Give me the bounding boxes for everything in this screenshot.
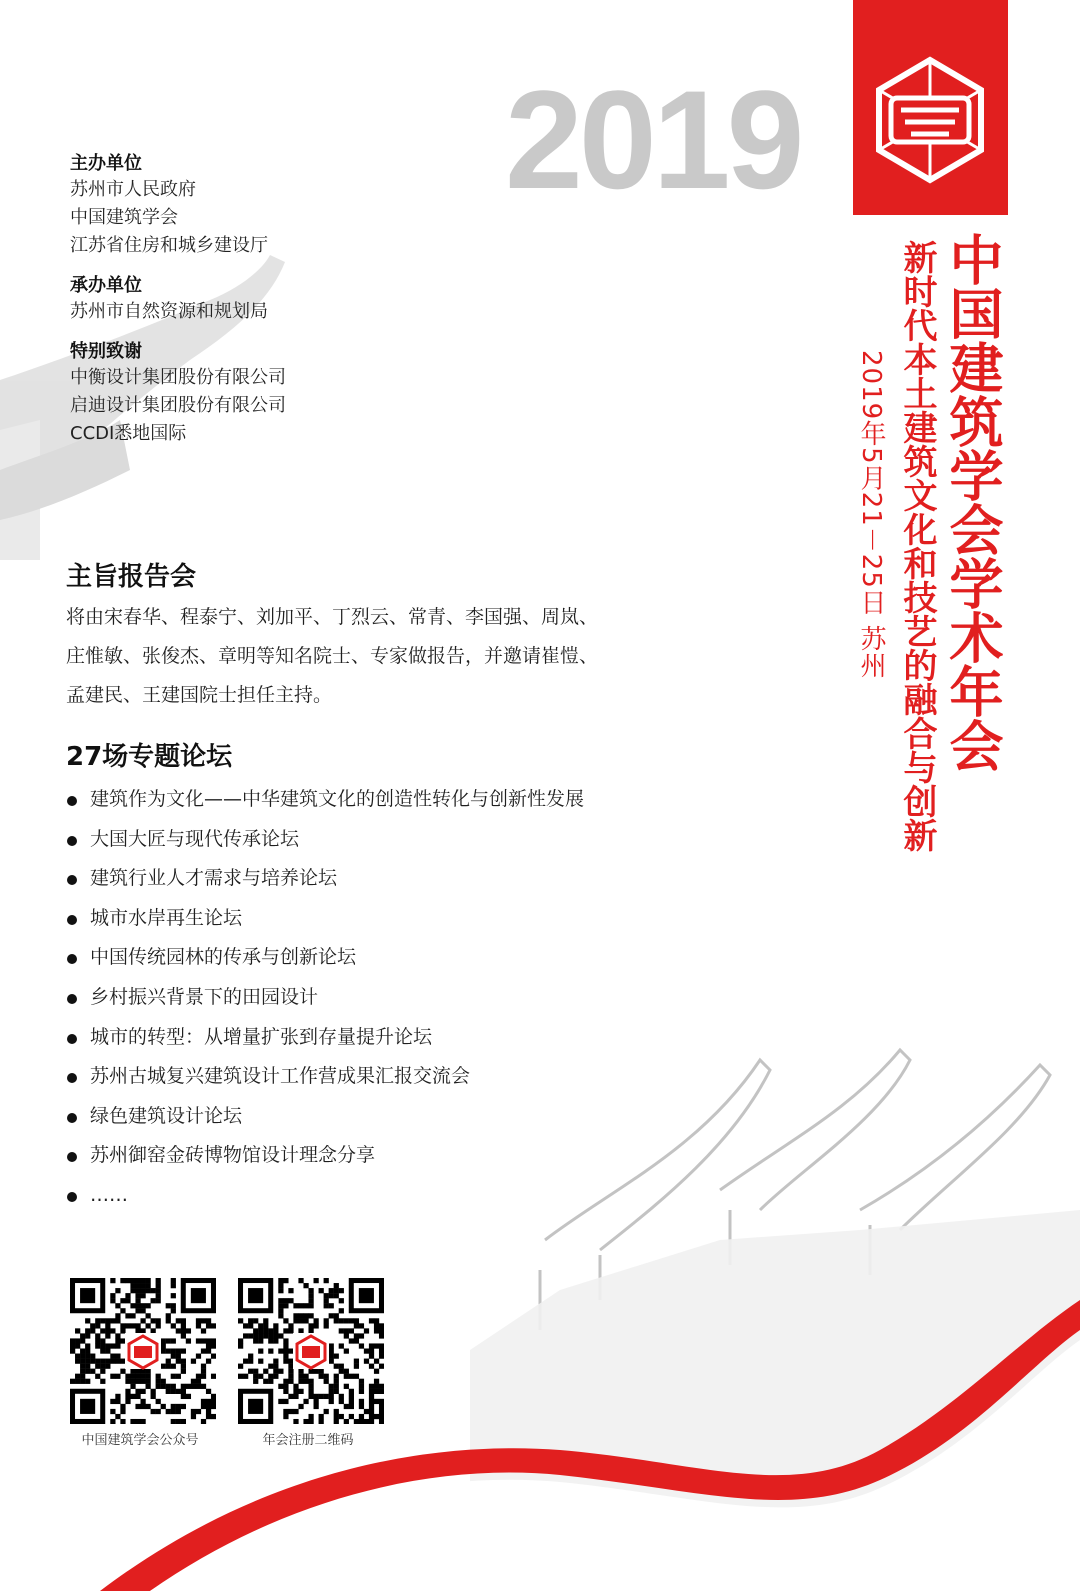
forums-heading: 27场专题论坛 (66, 742, 233, 772)
forum-item: 大国大匠与现代传承论坛 (64, 820, 764, 860)
thanks-item: CCDI悉地国际 (70, 423, 187, 444)
conference-date-location: 2019年5月21－25日 苏州 (856, 350, 886, 680)
forum-item: …… (64, 1176, 764, 1216)
host-item: 江苏省住房和城乡建设厅 (70, 235, 268, 256)
keynote-heading: 主旨报告会 (66, 562, 197, 592)
year-title: 2019 (505, 61, 801, 218)
forum-item: 城市的转型：从增量扩张到存量提升论坛 (64, 1018, 764, 1058)
qr-code-icon (238, 1278, 384, 1424)
forum-list (64, 780, 764, 1216)
thanks-heading: 特别致谢 (70, 341, 142, 362)
keynote-line: 将由宋春华、程泰宁、刘加平、丁烈云、常青、李国强、周岚、 (66, 606, 599, 628)
logo-block (853, 0, 1008, 215)
organizer-heading: 承办单位 (70, 275, 142, 296)
qr-code-wechat[interactable] (70, 1278, 216, 1424)
qr-caption: 中国建筑学会公众号 (81, 1433, 199, 1448)
forum-item: 苏州御窑金砖博物馆设计理念分享 (64, 1136, 764, 1176)
conference-theme: 新时代本土建筑文化和技艺的融合与创新 (897, 240, 937, 852)
forum-item: 建筑行业人才需求与培养论坛 (64, 859, 764, 899)
qr-code-icon (70, 1278, 216, 1424)
qr-code-registration[interactable] (238, 1278, 384, 1424)
host-item: 中国建筑学会 (70, 207, 178, 228)
keynote-text (66, 598, 766, 715)
qr-caption: 年会注册二维码 (262, 1433, 354, 1448)
conference-title: 中国建筑学会学术年会 (941, 232, 1004, 772)
thanks-item: 启迪设计集团股份有限公司 (70, 395, 286, 416)
organizers-section (70, 152, 430, 448)
host-heading: 主办单位 (70, 153, 142, 174)
organizer-item: 苏州市自然资源和规划局 (70, 301, 268, 322)
host-item: 苏州市人民政府 (70, 179, 196, 200)
forum-item: 绿色建筑设计论坛 (64, 1097, 764, 1137)
forum-item: 建筑作为文化——中华建筑文化的创造性转化与创新性发展 (64, 780, 764, 820)
keynote-line: 庄惟敏、张俊杰、章明等知名院士、专家做报告，并邀请崔愷、 (66, 645, 599, 667)
thanks-item: 中衡设计集团股份有限公司 (70, 367, 286, 388)
keynote-line: 孟建民、王建国院士担任主持。 (66, 684, 333, 706)
forum-item: 城市水岸再生论坛 (64, 899, 764, 939)
forum-item: 乡村振兴背景下的田园设计 (64, 978, 764, 1018)
forum-item: 中国传统园林的传承与创新论坛 (64, 938, 764, 978)
asc-logo-icon (853, 0, 1008, 215)
forum-item: 苏州古城复兴建筑设计工作营成果汇报交流会 (64, 1057, 764, 1097)
